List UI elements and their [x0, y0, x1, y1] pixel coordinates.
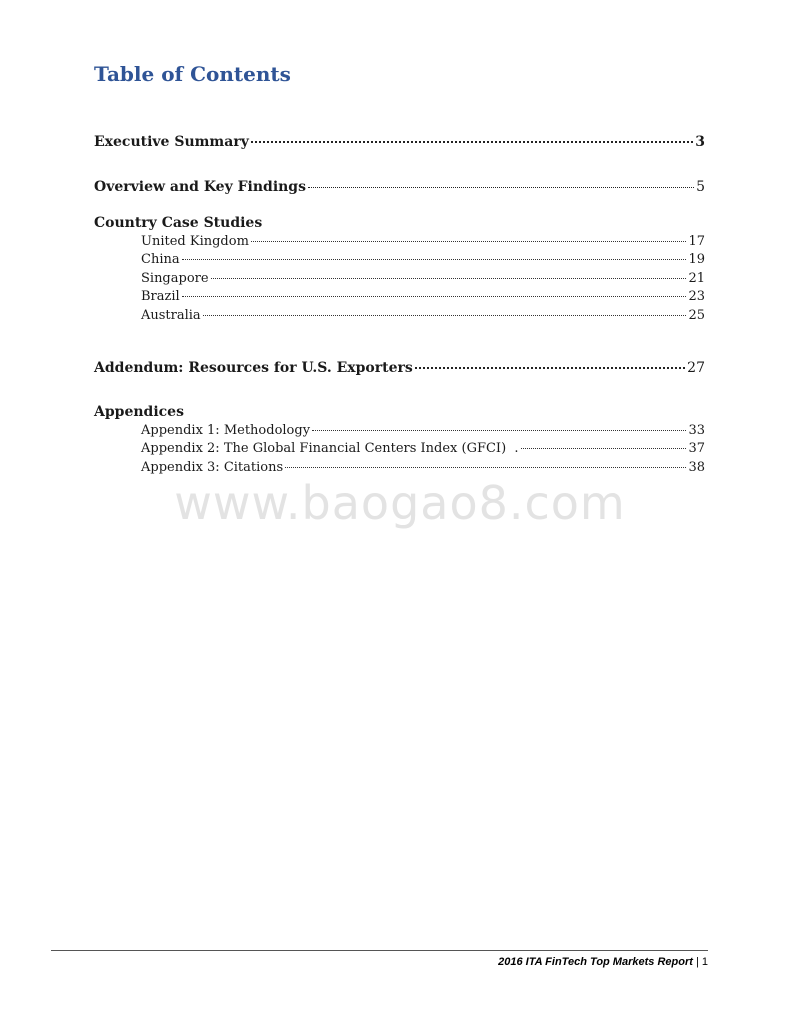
dot-leader	[182, 296, 687, 297]
dot-leader	[285, 467, 686, 468]
toc-entry-brazil[interactable]	[141, 289, 705, 304]
toc-entry-singapore[interactable]	[141, 271, 705, 286]
toc-entry-overview[interactable]	[94, 179, 705, 195]
toc-entry-label: Appendix 1: Methodology	[141, 423, 311, 438]
dot-leader	[312, 430, 686, 431]
toc-entry-page: 33	[688, 423, 705, 438]
page-footer	[498, 956, 708, 968]
toc-entry-australia[interactable]	[141, 308, 705, 323]
toc-entry-label: Appendix 2: The Global Financial Centers Index (GFCI) .	[141, 441, 519, 456]
toc-entry-label: Addendum: Resources for U.S. Exporters	[94, 360, 413, 376]
footer-report-title: 2016 ITA FinTech Top Markets Report	[498, 956, 693, 968]
toc-entry-page: 19	[688, 252, 705, 267]
toc-entry-label: Brazil	[141, 289, 180, 304]
toc-entry-label: Executive Summary	[94, 134, 249, 150]
dot-leader	[182, 259, 687, 260]
dot-leader	[251, 241, 687, 242]
dot-leader	[521, 448, 687, 449]
toc-entry-china[interactable]	[141, 252, 705, 267]
toc-entry-page: 38	[688, 460, 705, 475]
footer-separator: |	[695, 956, 699, 968]
dot-leader	[203, 315, 687, 316]
footer-rule	[51, 950, 708, 951]
toc-entry-page: 37	[688, 441, 705, 456]
dot-leader	[251, 141, 693, 143]
toc-entry-page: 17	[688, 234, 705, 249]
dot-leader	[308, 187, 694, 188]
toc-entry-executive-summary[interactable]	[94, 134, 705, 150]
toc-entry-page: 5	[696, 179, 705, 195]
toc-entry-appendix-1[interactable]	[141, 423, 705, 438]
toc-entry-label: United Kingdom	[141, 234, 249, 249]
section-heading-appendices: Appendices	[94, 404, 184, 420]
dot-leader	[211, 278, 687, 279]
toc-entry-label: Appendix 3: Citations	[141, 460, 284, 475]
toc-entry-page: 27	[687, 360, 705, 376]
toc-title: Table of Contents	[94, 62, 291, 86]
toc-entry-page: 25	[688, 308, 705, 323]
section-heading-country-case-studies: Country Case Studies	[94, 215, 263, 231]
toc-entry-label: Overview and Key Findings	[94, 179, 306, 195]
footer-page-number: 1	[701, 956, 708, 968]
toc-entry-label: China	[141, 252, 180, 267]
toc-entry-appendix-2[interactable]	[141, 441, 705, 456]
toc-entry-united-kingdom[interactable]	[141, 234, 705, 249]
toc-entry-appendix-3[interactable]	[141, 460, 705, 475]
toc-entry-page: 23	[688, 289, 705, 304]
watermark: www.baogao8.com	[174, 476, 626, 530]
dot-leader	[415, 367, 685, 369]
toc-entry-page: 21	[688, 271, 705, 286]
toc-entry-label: Australia	[141, 308, 201, 323]
toc-entry-page: 3	[695, 134, 705, 150]
toc-entry-addendum[interactable]	[94, 360, 705, 376]
toc-entry-label: Singapore	[141, 271, 209, 286]
